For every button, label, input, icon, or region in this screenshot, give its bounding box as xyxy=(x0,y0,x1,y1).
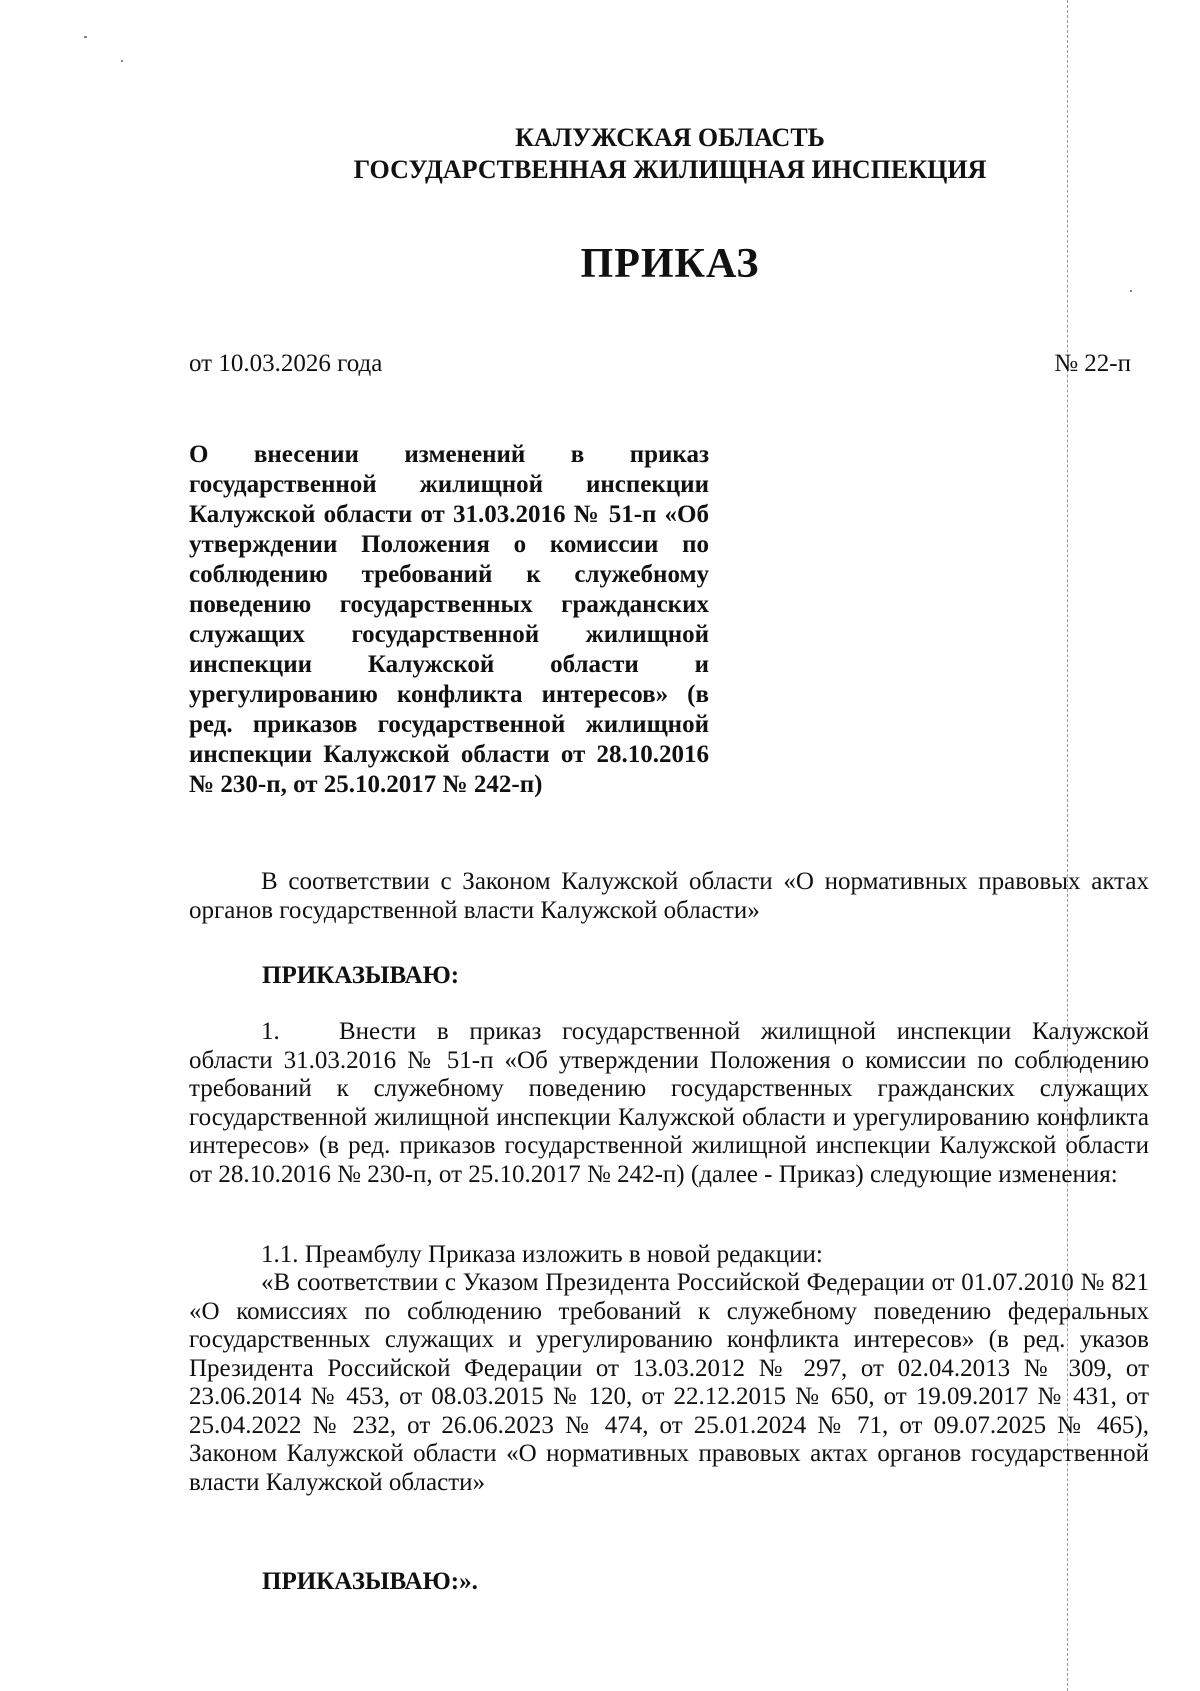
preamble-paragraph: В соответствии с Законом Калужской области «О нормативных правовых актах органов государственной власти Калужской области» xyxy=(189,868,1149,924)
scan-speck xyxy=(1130,290,1132,292)
document-subject: О внесении изменений в приказ государственной жилищной инспекции Калужской области от 31.03.2016 № 51-п «Об утверждении Положения о комиссии по соблюдению требований к служебному поведению государственных гражданских служащих государственной жилищной инспекции Калужской области и урегулированию конфликта интересов» (в ред. приказов государственной жилищной инспекции Калужской области от 28.10.2016 № 230-п, от 25.10.2017 № 242-п) xyxy=(189,441,709,798)
item-1-number: 1. xyxy=(261,1018,280,1045)
item-1-1-paragraph: 1.1. Преамбулу Приказа изложить в новой редакции: xyxy=(261,1241,823,1268)
header-region: КАЛУЖСКАЯ ОБЛАСТЬ xyxy=(515,123,825,152)
document-date: от 10.03.2026 года xyxy=(189,350,383,377)
scan-speck xyxy=(84,36,87,38)
header-agency: ГОСУДАРСТВЕННАЯ ЖИЛИЩНАЯ ИНСПЕКЦИЯ xyxy=(353,155,987,184)
document-title: ПРИКАЗ xyxy=(580,241,760,287)
document-number: № 22-п xyxy=(1054,350,1131,377)
item-1-paragraph xyxy=(189,1018,1149,1189)
quoted-preamble: «В соответствии с Указом Президента Российской Федерации от 01.07.2010 № 821 «О комиссиях по соблюдению требований к служебному поведению федеральных государственных служащих и урегулированию конфликта интересов» (в ред. указов Президента Российской Федерации от 13.03.2012 № 297, от 02.04.2013 № 309, от 23.06.2014 № 453, от 08.03.2015 № 120, от 22.12.2015 № 650, от 19.09.2017 № 431, от 25.04.2022 № 232, от 26.06.2023 № 474, от 25.01.2024 № 71, от 09.07.2025 № 465), Законом Калужской области «О нормативных правовых актах органов государственной власти Калужской области» xyxy=(189,1269,1149,1496)
scan-speck xyxy=(121,60,123,62)
order-word: ПРИКАЗЫВАЮ: xyxy=(262,962,460,989)
item-1-text: Внести в приказ государственной жилищной инспекции Калужской области 31.03.2016 № 51-п «Об утверждении Положения о комиссии по соблюдению требований к служебному поведению государственных гражданских служащих государственной жилищной инспекции Калужской области и урегулированию конфликта интересов» (в ред. приказов государственной жилищной инспекции Калужской области от 28.10.2016 № 230-п, от 25.10.2017 № 242-п) (далее - Приказ) следующие изменения: xyxy=(189,1018,1149,1188)
order-word-end: ПРИКАЗЫВАЮ:». xyxy=(262,1568,478,1595)
